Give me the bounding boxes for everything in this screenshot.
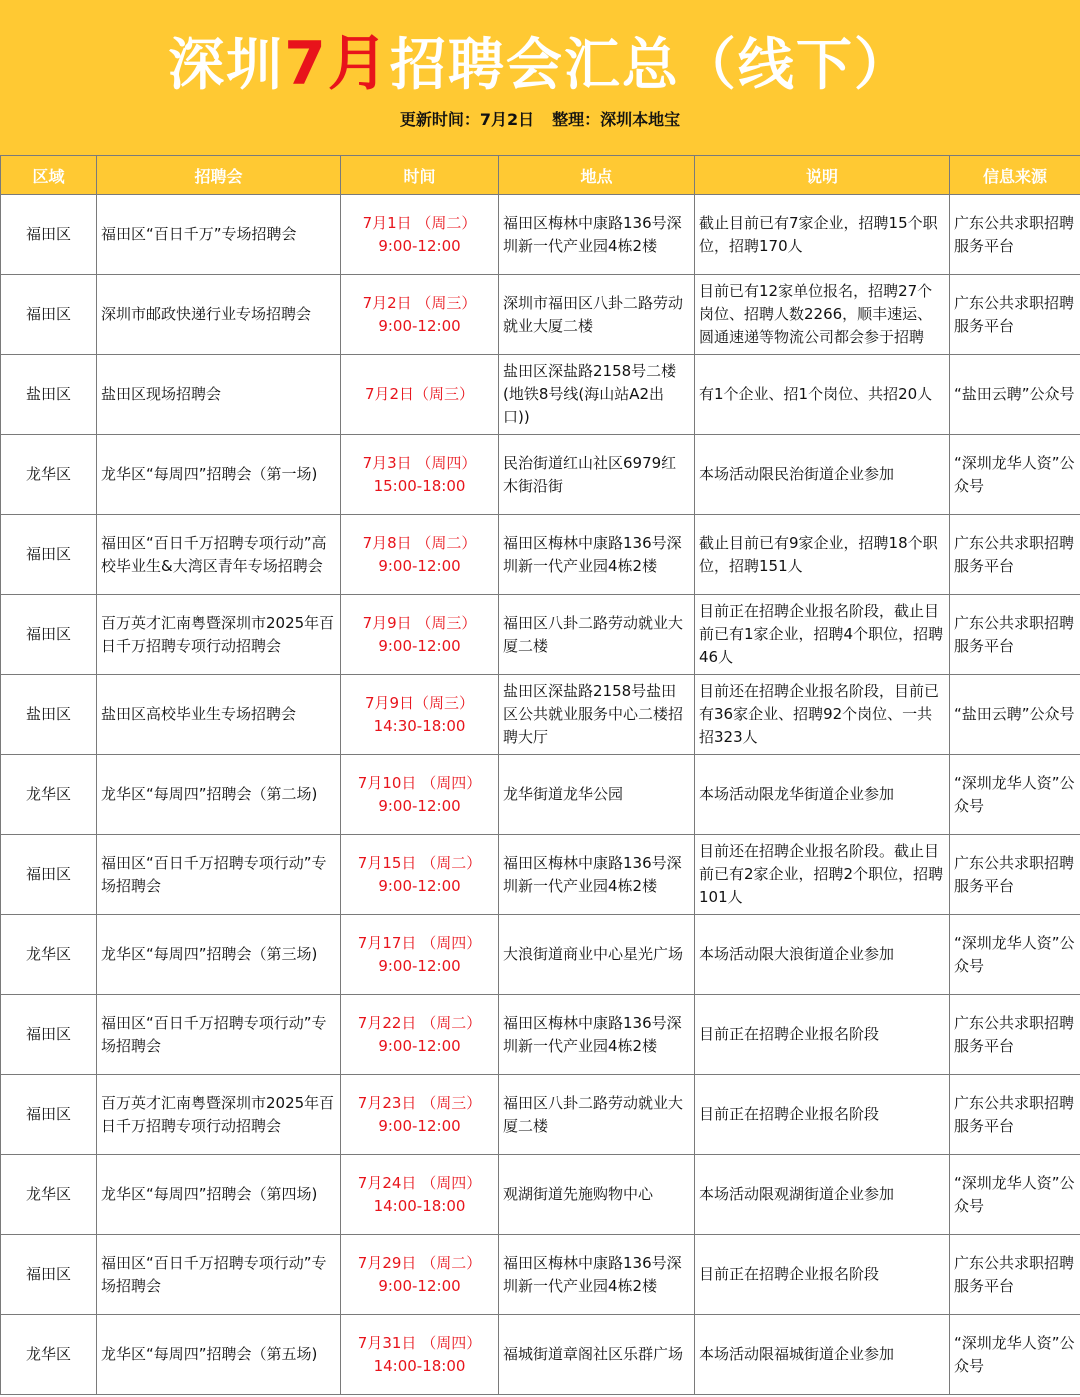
event-hours: 15:00-18:00 <box>373 476 466 495</box>
cell-area: 福田区 <box>1 515 97 595</box>
event-date: 7月1日 （周二） <box>362 213 477 232</box>
cell-location: 民治街道红山社区6979红木街沿街 <box>499 435 695 515</box>
cell-name: 盐田区现场招聘会 <box>97 355 341 435</box>
cell-note: 目前正在招聘企业报名阶段，截止目前已有1家企业，招聘4个职位，招聘46人 <box>695 595 950 675</box>
cell-time <box>341 755 499 835</box>
col-header-time: 时间 <box>341 156 499 195</box>
col-header-name: 招聘会 <box>97 156 341 195</box>
cell-time <box>341 1155 499 1235</box>
cell-location: 福田区梅林中康路136号深圳新一代产业园4栋2楼 <box>499 515 695 595</box>
cell-name: 福田区“百日千万招聘专项行动”专场招聘会 <box>97 835 341 915</box>
cell-area: 龙华区 <box>1 435 97 515</box>
cell-time <box>341 675 499 755</box>
subtitle <box>0 107 1080 130</box>
cell-note: 截止目前已有7家企业，招聘15个职位，招聘170人 <box>695 195 950 275</box>
cell-name: 福田区“百日千万招聘专项行动”高校毕业生&大湾区青年专场招聘会 <box>97 515 341 595</box>
title-suffix: 招聘会汇总（线下） <box>389 33 912 98</box>
cell-area: 龙华区 <box>1 755 97 835</box>
event-date: 7月3日 （周四） <box>362 453 477 472</box>
event-hours: 9:00-12:00 <box>378 636 461 655</box>
cell-note: 目前已有12家单位报名，招聘27个岗位、招聘人数2266，顺丰速运、圆通速递等物流公司都会参于招聘 <box>695 275 950 355</box>
table-row <box>1 275 1080 355</box>
cell-note: 目前还在招聘企业报名阶段。截止目前已有2家企业，招聘2个职位，招聘101人 <box>695 835 950 915</box>
cell-time <box>341 1315 499 1395</box>
event-hours: 9:00-12:00 <box>378 556 461 575</box>
event-hours: 9:00-12:00 <box>378 1036 461 1055</box>
event-date: 7月10日 （周四） <box>357 773 482 792</box>
cell-area: 龙华区 <box>1 1315 97 1395</box>
cell-name: 福田区“百日千万招聘专项行动”专场招聘会 <box>97 1235 341 1315</box>
cell-source: 广东公共求职招聘服务平台 <box>950 595 1080 675</box>
cell-time <box>341 1235 499 1315</box>
table-row <box>1 675 1080 755</box>
cell-note: 目前正在招聘企业报名阶段 <box>695 1235 950 1315</box>
event-hours: 9:00-12:00 <box>378 956 461 975</box>
event-date: 7月24日 （周四） <box>357 1173 482 1192</box>
cell-location: 福田区梅林中康路136号深圳新一代产业园4栋2楼 <box>499 195 695 275</box>
cell-name: 百万英才汇南粤暨深圳市2025年百日千万招聘专项行动招聘会 <box>97 1075 341 1155</box>
cell-note: 本场活动限龙华街道企业参加 <box>695 755 950 835</box>
event-hours: 14:00-18:00 <box>373 1196 466 1215</box>
table-row <box>1 1075 1080 1155</box>
cell-time <box>341 355 499 435</box>
cell-name: 龙华区“每周四”招聘会（第四场) <box>97 1155 341 1235</box>
cell-name: 龙华区“每周四”招聘会（第一场) <box>97 435 341 515</box>
cell-source: “深圳龙华人资”公众号 <box>950 435 1080 515</box>
cell-note: 本场活动限观湖街道企业参加 <box>695 1155 950 1235</box>
col-header-source: 信息来源 <box>950 156 1080 195</box>
cell-note: 目前正在招聘企业报名阶段 <box>695 1075 950 1155</box>
cell-name: 盐田区高校毕业生专场招聘会 <box>97 675 341 755</box>
cell-note: 目前正在招聘企业报名阶段 <box>695 995 950 1075</box>
table-row <box>1 1315 1080 1395</box>
cell-area: 福田区 <box>1 595 97 675</box>
page-title <box>0 28 1080 102</box>
cell-area: 福田区 <box>1 995 97 1075</box>
event-date: 7月15日 （周二） <box>357 853 482 872</box>
cell-time <box>341 195 499 275</box>
event-hours: 14:30-18:00 <box>373 716 466 735</box>
cell-area: 福田区 <box>1 1235 97 1315</box>
cell-area: 福田区 <box>1 275 97 355</box>
cell-source: 广东公共求职招聘服务平台 <box>950 515 1080 595</box>
cell-note: 本场活动限民治街道企业参加 <box>695 435 950 515</box>
cell-location: 福田区梅林中康路136号深圳新一代产业园4栋2楼 <box>499 1235 695 1315</box>
cell-time <box>341 835 499 915</box>
cell-name: 深圳市邮政快递行业专场招聘会 <box>97 275 341 355</box>
cell-source: “盐田云聘”公众号 <box>950 675 1080 755</box>
event-date: 7月17日 （周四） <box>357 933 482 952</box>
cell-name: 福田区“百日千万招聘专项行动”专场招聘会 <box>97 995 341 1075</box>
cell-location: 福田区八卦二路劳动就业大厦二楼 <box>499 1075 695 1155</box>
event-date: 7月2日（周三） <box>364 385 475 403</box>
cell-source: 广东公共求职招聘服务平台 <box>950 835 1080 915</box>
event-hours: 9:00-12:00 <box>378 876 461 895</box>
event-hours: 9:00-12:00 <box>378 796 461 815</box>
cell-area: 福田区 <box>1 835 97 915</box>
cell-source: “深圳龙华人资”公众号 <box>950 1155 1080 1235</box>
cell-location: 盐田区深盐路2158号二楼(地铁8号线(海山站A2出口)) <box>499 355 695 435</box>
cell-time <box>341 995 499 1075</box>
cell-location: 盐田区深盐路2158号盐田区公共就业服务中心二楼招聘大厅 <box>499 675 695 755</box>
cell-source: 广东公共求职招聘服务平台 <box>950 1075 1080 1155</box>
event-hours: 9:00-12:00 <box>378 236 461 255</box>
cell-area: 福田区 <box>1 195 97 275</box>
table-row <box>1 755 1080 835</box>
cell-note: 目前还在招聘企业报名阶段，目前已有36家企业、招聘92个岗位、一共招323人 <box>695 675 950 755</box>
cell-source: “深圳龙华人资”公众号 <box>950 915 1080 995</box>
event-date: 7月8日 （周二） <box>362 533 477 552</box>
cell-name: 百万英才汇南粤暨深圳市2025年百日千万招聘专项行动招聘会 <box>97 595 341 675</box>
event-date: 7月22日 （周二） <box>357 1013 482 1032</box>
cell-source: “深圳龙华人资”公众号 <box>950 1315 1080 1395</box>
cell-time <box>341 915 499 995</box>
col-header-location: 地点 <box>499 156 695 195</box>
cell-note: 有1个企业、招1个岗位、共招20人 <box>695 355 950 435</box>
cell-location: 福田区梅林中康路136号深圳新一代产业园4栋2楼 <box>499 995 695 1075</box>
title-prefix: 深圳 <box>168 33 285 98</box>
cell-source: 广东公共求职招聘服务平台 <box>950 195 1080 275</box>
title-month: 7月 <box>284 29 390 99</box>
cell-area: 龙华区 <box>1 1155 97 1235</box>
event-date: 7月9日 （周三） <box>362 613 477 632</box>
event-hours: 9:00-12:00 <box>378 316 461 335</box>
header-banner <box>0 0 1080 155</box>
event-date: 7月31日 （周四） <box>357 1333 482 1352</box>
cell-location: 福城街道章阁社区乐群广场 <box>499 1315 695 1395</box>
table-row <box>1 915 1080 995</box>
table-row <box>1 435 1080 515</box>
event-date: 7月29日 （周二） <box>357 1253 482 1272</box>
cell-name: 龙华区“每周四”招聘会（第三场) <box>97 915 341 995</box>
table-row <box>1 835 1080 915</box>
cell-location: 福田区八卦二路劳动就业大厦二楼 <box>499 595 695 675</box>
event-date: 7月2日 （周三） <box>362 293 477 312</box>
cell-source: 广东公共求职招聘服务平台 <box>950 275 1080 355</box>
event-hours: 9:00-12:00 <box>378 1276 461 1295</box>
updated-time: 更新时间：7月2日 <box>399 110 535 129</box>
cell-name: 龙华区“每周四”招聘会（第五场) <box>97 1315 341 1395</box>
event-hours: 14:00-18:00 <box>373 1356 466 1375</box>
cell-time <box>341 435 499 515</box>
editor-credit: 整理：深圳本地宝 <box>552 110 681 129</box>
cell-area: 盐田区 <box>1 675 97 755</box>
cell-location: 龙华街道龙华公园 <box>499 755 695 835</box>
col-header-area: 区域 <box>1 156 97 195</box>
cell-note: 本场活动限福城街道企业参加 <box>695 1315 950 1395</box>
cell-source: “盐田云聘”公众号 <box>950 355 1080 435</box>
table-row <box>1 515 1080 595</box>
table-row <box>1 195 1080 275</box>
table-header-row <box>1 156 1080 195</box>
table-row <box>1 355 1080 435</box>
cell-time <box>341 515 499 595</box>
event-date: 7月9日（周三） <box>364 693 475 712</box>
cell-name: 龙华区“每周四”招聘会（第二场) <box>97 755 341 835</box>
cell-area: 盐田区 <box>1 355 97 435</box>
table-row <box>1 995 1080 1075</box>
cell-name: 福田区“百日千万”专场招聘会 <box>97 195 341 275</box>
cell-location: 观湖街道先施购物中心 <box>499 1155 695 1235</box>
cell-note: 截止目前已有9家企业，招聘18个职位，招聘151人 <box>695 515 950 595</box>
cell-source: 广东公共求职招聘服务平台 <box>950 995 1080 1075</box>
event-hours: 9:00-12:00 <box>378 1116 461 1135</box>
event-date: 7月23日 （周三） <box>357 1093 482 1112</box>
job-fair-table <box>0 155 1080 1395</box>
cell-location: 深圳市福田区八卦二路劳动就业大厦二楼 <box>499 275 695 355</box>
cell-location: 福田区梅林中康路136号深圳新一代产业园4栋2楼 <box>499 835 695 915</box>
table-row <box>1 1155 1080 1235</box>
cell-area: 龙华区 <box>1 915 97 995</box>
cell-note: 本场活动限大浪街道企业参加 <box>695 915 950 995</box>
table-row <box>1 595 1080 675</box>
cell-source: 广东公共求职招聘服务平台 <box>950 1235 1080 1315</box>
cell-location: 大浪街道商业中心星光广场 <box>499 915 695 995</box>
cell-time <box>341 595 499 675</box>
cell-area: 福田区 <box>1 1075 97 1155</box>
cell-time <box>341 1075 499 1155</box>
cell-time <box>341 275 499 355</box>
col-header-note: 说明 <box>695 156 950 195</box>
table-row <box>1 1235 1080 1315</box>
cell-source: “深圳龙华人资”公众号 <box>950 755 1080 835</box>
